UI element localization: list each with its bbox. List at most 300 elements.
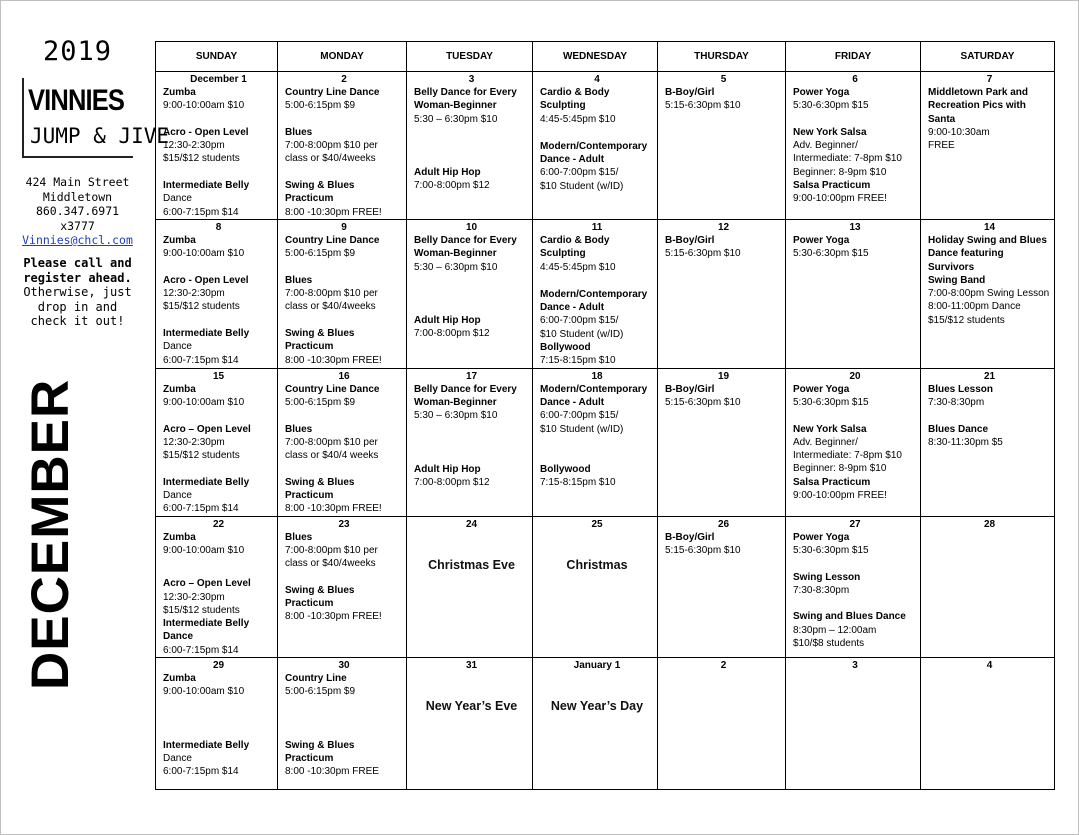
event-detail: 8:00 -10:30pm FREE!: [285, 611, 382, 623]
day-number: 30: [338, 659, 350, 671]
event-detail: 5:30-6:30pm $15: [793, 248, 869, 260]
event-entry: [928, 383, 1051, 410]
day-number: 11: [591, 221, 603, 233]
event-detail: 12:30-2:30pm: [163, 140, 225, 152]
day-number: 26: [717, 518, 730, 530]
event-entry: [793, 234, 917, 261]
day-cell[interactable]: [533, 368, 658, 516]
event-detail: $15/$12 students: [163, 153, 240, 165]
event-title: New York Salsa: [793, 423, 867, 435]
event-entry: [285, 584, 403, 624]
event-title: Adult Hip Hop: [414, 314, 481, 326]
event-title: Cardio & Body Sculpting: [540, 87, 610, 112]
event-detail: class or $40/4weeks: [285, 301, 376, 313]
day-cell[interactable]: [278, 516, 407, 657]
day-number: 9: [341, 221, 347, 233]
event-entry: [163, 739, 274, 779]
day-cell[interactable]: [407, 72, 533, 220]
day-number: 16: [338, 370, 350, 382]
event-title: Bollywood: [540, 463, 591, 475]
event-entry: [285, 476, 403, 516]
week-row: [156, 516, 1055, 657]
event-entry: [540, 288, 654, 368]
event-subtitle: Recreation Pics with Santa: [928, 100, 1026, 125]
day-cell[interactable]: [156, 368, 278, 516]
event-detail: class or $40/4weeks: [285, 558, 376, 570]
weekday-header: SUNDAY: [156, 42, 278, 72]
event-title: Adult Hip Hop: [414, 463, 481, 475]
day-cell[interactable]: [658, 368, 786, 516]
day-cell[interactable]: [533, 219, 658, 368]
event-entry: [163, 476, 274, 516]
event-entry: [928, 86, 1051, 152]
day-number: 6: [852, 74, 858, 85]
event-detail: 6:00-7:00pm $15/: [540, 315, 619, 327]
day-cell[interactable]: [407, 657, 533, 789]
day-number: 31: [465, 659, 478, 671]
week-row: [156, 219, 1055, 368]
day-cell[interactable]: [786, 72, 921, 220]
event-detail: Dance: [163, 490, 192, 502]
event-title: Intermediate Belly: [163, 739, 250, 751]
event-detail: 6:00-7:15pm $14: [163, 206, 239, 218]
weekday-header: MONDAY: [278, 42, 407, 72]
event-title: Acro - Open Level: [163, 274, 249, 286]
event-title: Middletown Park and: [928, 87, 1029, 98]
event-title: B-Boy/Girl: [665, 383, 715, 395]
day-number: 5: [720, 74, 727, 85]
event-entry: [414, 86, 529, 126]
event-entry: [285, 383, 403, 410]
event-title: Swing & Blues Practicum: [285, 180, 355, 205]
event-entry: [285, 423, 403, 463]
event-detail: 5:30-6:30pm $15: [793, 100, 869, 112]
note-line-1: Please call and: [23, 256, 132, 270]
event-detail: Beginner: 8-9pm $10: [793, 166, 887, 178]
event-title: Power Yoga: [793, 383, 850, 395]
event-entry: [163, 234, 274, 261]
month-label: DECEMBER: [21, 378, 80, 690]
day-number: 22: [212, 518, 225, 530]
event-subtitle: Woman-Beginner: [414, 100, 497, 112]
weekday-header: THURSDAY: [658, 42, 786, 72]
day-cell[interactable]: [278, 657, 407, 789]
holiday-label: Christmas Eve: [428, 557, 515, 572]
event-detail: 7:15-8:15pm $10: [540, 477, 616, 489]
day-cell[interactable]: [156, 657, 278, 789]
day-cell[interactable]: [278, 72, 407, 220]
event-entry: [414, 383, 529, 423]
event-detail: 5:00-6:15pm $9: [285, 396, 356, 408]
day-number: 2: [341, 74, 347, 85]
day-cell[interactable]: [156, 219, 278, 368]
event-title: Belly Dance for Every: [414, 87, 517, 98]
day-cell[interactable]: [533, 72, 658, 220]
event-detail: 6:00-7:00pm $15/: [540, 167, 619, 179]
weekday-header: FRIDAY: [786, 42, 921, 72]
event-detail: 6:00-7:15pm $14: [163, 766, 239, 778]
holiday-label: Christmas: [566, 557, 628, 572]
event-detail: 6:00-7:00pm $15/: [540, 410, 619, 422]
day-number: 7: [986, 74, 993, 85]
event-entry: [793, 423, 917, 503]
event-title: Intermediate Belly: [163, 328, 250, 340]
day-number: 14: [983, 221, 996, 233]
event-subtitle: Dance featuring Survivors: [928, 248, 1004, 273]
event-entry: [285, 672, 403, 699]
event-title: B-Boy/Girl: [665, 531, 715, 543]
event-title: Country Line Dance: [285, 87, 380, 98]
event-subtitle: Intermediate Belly: [163, 618, 250, 630]
event-entry: [928, 423, 1051, 450]
event-title: Acro - Open Level: [163, 126, 249, 138]
event-entry: [414, 234, 529, 274]
event-title: Zumba: [163, 531, 196, 543]
day-number: 8: [215, 221, 222, 233]
event-entry: [163, 672, 274, 699]
event-detail: 12:30-2:30pm: [163, 288, 225, 300]
event-entry: [285, 327, 403, 367]
event-detail: Dance: [163, 193, 192, 205]
week-row: [156, 72, 1055, 220]
event-entry: [540, 234, 654, 274]
vinnies-logo: [22, 78, 170, 158]
weekday-header-row: [156, 42, 1055, 72]
event-detail: class or $40/4weeks: [285, 153, 376, 165]
day-number: 29: [212, 659, 225, 671]
event-title: Country Line Dance: [285, 234, 380, 246]
event-title: New York Salsa: [793, 126, 867, 138]
event-detail: $15/$12 students: [163, 301, 240, 313]
event-title: Swing & Blues Practicum: [285, 328, 355, 353]
logo-tagline: JUMP & JIVE: [30, 124, 170, 148]
event-title: Zumba: [163, 87, 196, 98]
event-title: Power Yoga: [793, 87, 850, 98]
event-detail: 6:00-7:15pm $14: [163, 354, 239, 366]
event-entry: [665, 531, 782, 558]
day-cell[interactable]: [156, 516, 278, 657]
event-subtitle: Salsa Practicum: [793, 180, 871, 192]
event-entry: [163, 577, 274, 657]
event-detail: 8:00 -10:30pm FREE: [285, 766, 379, 778]
event-detail: 7:00-8:00pm $10 per: [285, 140, 378, 152]
event-entry: [163, 327, 274, 367]
event-title: Swing & Blues Practicum: [285, 739, 355, 764]
day-cell[interactable]: [407, 516, 533, 657]
event-detail: 8:00 -10:30pm FREE!: [285, 354, 382, 366]
event-entry: [163, 86, 274, 113]
event-detail: Beginner: 8-9pm $10: [793, 463, 887, 475]
event-detail: 5:00-6:15pm $9: [285, 248, 356, 260]
day-number: 25: [591, 518, 603, 530]
event-subtitle: Swing Band: [928, 274, 986, 286]
event-title: Belly Dance for Every: [414, 383, 517, 395]
event-entry: [285, 531, 403, 571]
event-detail: 9:00-10:00am $10: [163, 248, 245, 260]
event-detail: 8:30-11:30pm $5: [928, 436, 1003, 448]
day-number: 17: [465, 370, 478, 382]
event-title: Zumba: [163, 383, 196, 395]
event-detail: class or $40/4 weeks: [285, 450, 379, 462]
event-title: Blues Lesson: [928, 383, 994, 395]
event-detail: 4:45-5:45pm $10: [540, 113, 616, 125]
event-detail: 7:00-8:00pm $10 per: [285, 544, 378, 556]
event-detail: 9:00-10:00am $10: [163, 396, 245, 408]
event-detail: 7:30-8:30pm: [928, 396, 985, 408]
note-line-5: check it out!: [30, 314, 125, 328]
year-label: 2019: [42, 36, 113, 67]
event-title: Modern/Contemporary: [540, 140, 648, 152]
event-entry: [793, 571, 917, 598]
event-title: Adult Hip Hop: [414, 166, 481, 178]
event-detail: 5:15-6:30pm $10: [665, 396, 741, 408]
day-number: 2: [720, 659, 727, 671]
event-detail: 7:00-8:00pm $12: [414, 476, 490, 488]
day-number: 28: [983, 518, 996, 530]
event-detail: Dance: [163, 341, 192, 353]
event-detail: Adv. Beginner/: [793, 436, 858, 448]
event-title: Swing and Blues Dance: [793, 611, 906, 623]
event-detail: 7:00-8:00pm $10 per: [285, 288, 378, 300]
event-entry: [163, 531, 274, 558]
event-detail: 7:00-8:00pm $10 per: [285, 436, 378, 448]
email-link[interactable]: Vinnies@chcl.com: [22, 233, 133, 247]
event-title: Zumba: [163, 672, 196, 684]
event-detail: 5:30 – 6:30pm $10: [414, 410, 498, 422]
event-detail: 9:00-10:00pm FREE!: [793, 490, 887, 502]
holiday-label: New Year’s Day: [550, 698, 644, 713]
event-title: Intermediate Belly: [163, 180, 250, 192]
event-detail: 5:30 – 6:30pm $10: [414, 113, 498, 125]
event-detail: 4:45-5:45pm $10: [540, 261, 616, 273]
day-cell[interactable]: [786, 516, 921, 657]
event-title: Acro – Open Level: [163, 578, 251, 590]
day-cell[interactable]: [407, 368, 533, 516]
day-cell[interactable]: [786, 657, 921, 789]
event-title: Country Line: [285, 672, 347, 684]
event-entry: [540, 463, 654, 490]
day-cell[interactable]: [658, 657, 786, 789]
day-cell[interactable]: [921, 368, 1055, 516]
event-detail: 5:30-6:30pm $15: [793, 396, 869, 408]
register-note: [0, 256, 155, 329]
event-title: Blues: [285, 126, 313, 138]
weekday-header: TUESDAY: [407, 42, 533, 72]
event-title: Intermediate Belly: [163, 476, 250, 488]
event-detail: $10/$8 students: [793, 637, 865, 649]
day-cell[interactable]: [156, 72, 278, 220]
day-cell[interactable]: [921, 219, 1055, 368]
event-detail: 5:15-6:30pm $10: [665, 100, 741, 112]
event-entry: [285, 234, 403, 261]
day-cell[interactable]: [533, 657, 658, 789]
event-title: Acro – Open Level: [163, 423, 251, 435]
day-cell[interactable]: [921, 516, 1055, 657]
day-number: 4: [986, 659, 993, 671]
event-detail: 9:00-10:00am $10: [163, 544, 245, 556]
event-entry: [285, 739, 403, 779]
day-number: January 1: [573, 659, 621, 671]
event-detail: $15/$12 students: [163, 604, 240, 616]
event-entry: [285, 126, 403, 166]
day-number: 4: [594, 74, 600, 85]
note-line-3: Otherwise, just: [23, 285, 132, 299]
event-entry: [793, 531, 917, 558]
event-title: Blues Dance: [928, 423, 989, 435]
event-subtitle: Bollywood: [540, 342, 591, 354]
day-cell[interactable]: [658, 516, 786, 657]
event-subtitle: Salsa Practicum: [793, 476, 871, 488]
event-subtitle: Dance - Adult: [540, 154, 605, 166]
event-entry: [414, 463, 529, 490]
address-street: 424 Main Street: [25, 175, 130, 189]
day-number: 13: [849, 221, 861, 233]
note-line-4: drop in and: [37, 299, 118, 314]
event-detail: Dance: [163, 752, 192, 764]
event-subtitle: Dance - Adult: [540, 302, 605, 314]
day-cell[interactable]: [921, 657, 1055, 789]
day-number: 12: [717, 221, 730, 233]
event-title: Swing & Blues Practicum: [285, 476, 355, 502]
event-entry: [928, 234, 1051, 327]
sidebar: [0, 0, 170, 835]
day-cell[interactable]: [278, 219, 407, 368]
weekday-header: WEDNESDAY: [533, 42, 658, 72]
event-detail: 5:00-6:15pm $9: [285, 100, 356, 112]
event-detail: 7:00-8:00pm $12: [414, 180, 490, 192]
address-block: [0, 175, 155, 248]
event-entry: [163, 274, 274, 314]
event-detail: 6:00-7:15pm $14: [163, 503, 239, 515]
event-entry: [285, 274, 403, 314]
day-cell[interactable]: [658, 219, 786, 368]
event-title: Country Line Dance: [285, 383, 380, 395]
day-number: 20: [849, 370, 861, 382]
event-detail: $10 Student (w/ID): [540, 328, 624, 340]
address-city: Middletown: [42, 189, 113, 204]
event-entry: [414, 314, 529, 341]
event-entry: [793, 86, 917, 113]
event-detail: 8:00 -10:30pm FREE!: [285, 503, 382, 515]
calendar-grid: [155, 41, 1055, 790]
event-detail: 12:30-2:30pm: [163, 591, 225, 603]
event-title: Power Yoga: [793, 234, 850, 246]
event-detail: 7:30-8:30pm: [793, 584, 850, 596]
event-detail: 9:00-10:30am: [928, 126, 990, 138]
event-detail: 12:30-2:30pm: [163, 436, 225, 448]
day-cell[interactable]: [407, 219, 533, 368]
event-detail: 7:00-8:00pm $12: [414, 328, 490, 340]
day-cell[interactable]: [921, 72, 1055, 220]
logo-name: VINNIES: [28, 84, 125, 117]
day-number: December 1: [190, 74, 247, 85]
event-subtitle: Dance - Adult: [540, 396, 605, 408]
event-title: Modern/Contemporary: [540, 288, 648, 300]
note-line-2: register ahead.: [23, 270, 132, 285]
event-title: Power Yoga: [793, 531, 850, 543]
event-detail: 8:30pm – 12:00am: [793, 624, 877, 636]
event-entry: [793, 383, 917, 410]
event-detail: 5:30-6:30pm $15: [793, 544, 869, 556]
day-number: 10: [465, 221, 478, 233]
phone-number: 860.347.6971: [35, 204, 120, 218]
event-detail: 8:00-11:00pm Dance: [928, 301, 1021, 313]
event-detail: FREE: [928, 140, 955, 152]
event-entry: [285, 179, 403, 219]
event-subtitle: Dance: [163, 631, 194, 643]
event-entry: [540, 140, 654, 193]
event-detail: Adv. Beginner/: [793, 140, 858, 152]
day-cell[interactable]: [786, 368, 921, 516]
day-number: 18: [591, 370, 603, 382]
week-row: [156, 657, 1055, 789]
event-detail: Intermediate: 7-8pm $10: [793, 153, 902, 165]
day-number: 27: [849, 518, 861, 530]
event-entry: [665, 234, 782, 261]
event-detail: 7:00-8:00pm Swing Lesson: [928, 288, 1050, 300]
event-entry: [163, 423, 274, 463]
event-detail: 9:00-10:00pm FREE!: [793, 193, 887, 205]
phone-extension: x3777: [60, 218, 95, 233]
event-title: Cardio & Body Sculpting: [540, 234, 610, 260]
event-title: Swing Lesson: [793, 571, 861, 583]
event-detail: 9:00-10:00am $10: [163, 100, 245, 112]
day-number: 15: [212, 370, 225, 382]
event-entry: [540, 86, 654, 126]
event-detail: 6:00-7:15pm $14: [163, 644, 239, 656]
event-detail: 5:30 – 6:30pm $10: [414, 261, 498, 273]
event-entry: [163, 179, 274, 219]
event-detail: 5:15-6:30pm $10: [665, 544, 741, 556]
event-title: Belly Dance for Every: [414, 234, 517, 246]
event-entry: [540, 383, 654, 436]
day-cell[interactable]: [278, 368, 407, 516]
week-row: [156, 368, 1055, 516]
event-entry: [163, 126, 274, 166]
event-title: Zumba: [163, 234, 196, 246]
calendar-body: [156, 72, 1055, 790]
event-title: B-Boy/Girl: [665, 87, 715, 98]
event-subtitle: Woman-Beginner: [414, 396, 497, 408]
event-entry: [793, 610, 917, 650]
day-number: 3: [852, 659, 858, 671]
event-detail: 7:15-8:15pm $10: [540, 355, 616, 367]
event-title: Modern/Contemporary: [540, 383, 648, 395]
event-detail: 9:00-10:00am $10: [163, 686, 245, 698]
event-title: Swing & Blues Practicum: [285, 584, 355, 610]
day-number: 3: [468, 74, 475, 85]
weekday-header: SATURDAY: [921, 42, 1055, 72]
day-cell[interactable]: [658, 72, 786, 220]
event-detail: 5:00-6:15pm $9: [285, 686, 356, 698]
day-number: 23: [338, 518, 350, 530]
event-detail: $10 Student (w/ID): [540, 180, 624, 192]
event-title: Holiday Swing and Blues: [928, 234, 1047, 246]
event-detail: $15/$12 students: [928, 314, 1005, 326]
event-title: Blues: [285, 531, 313, 543]
event-detail: Intermediate: 7-8pm $10: [793, 450, 902, 462]
event-entry: [163, 383, 274, 410]
day-number: 21: [983, 370, 996, 382]
event-entry: [285, 86, 403, 113]
event-title: B-Boy/Girl: [665, 234, 715, 246]
event-entry: [665, 86, 782, 113]
event-entry: [793, 126, 917, 206]
day-cell[interactable]: [533, 516, 658, 657]
day-number: 24: [465, 518, 478, 530]
day-cell[interactable]: [786, 219, 921, 368]
day-number: 19: [717, 370, 730, 382]
